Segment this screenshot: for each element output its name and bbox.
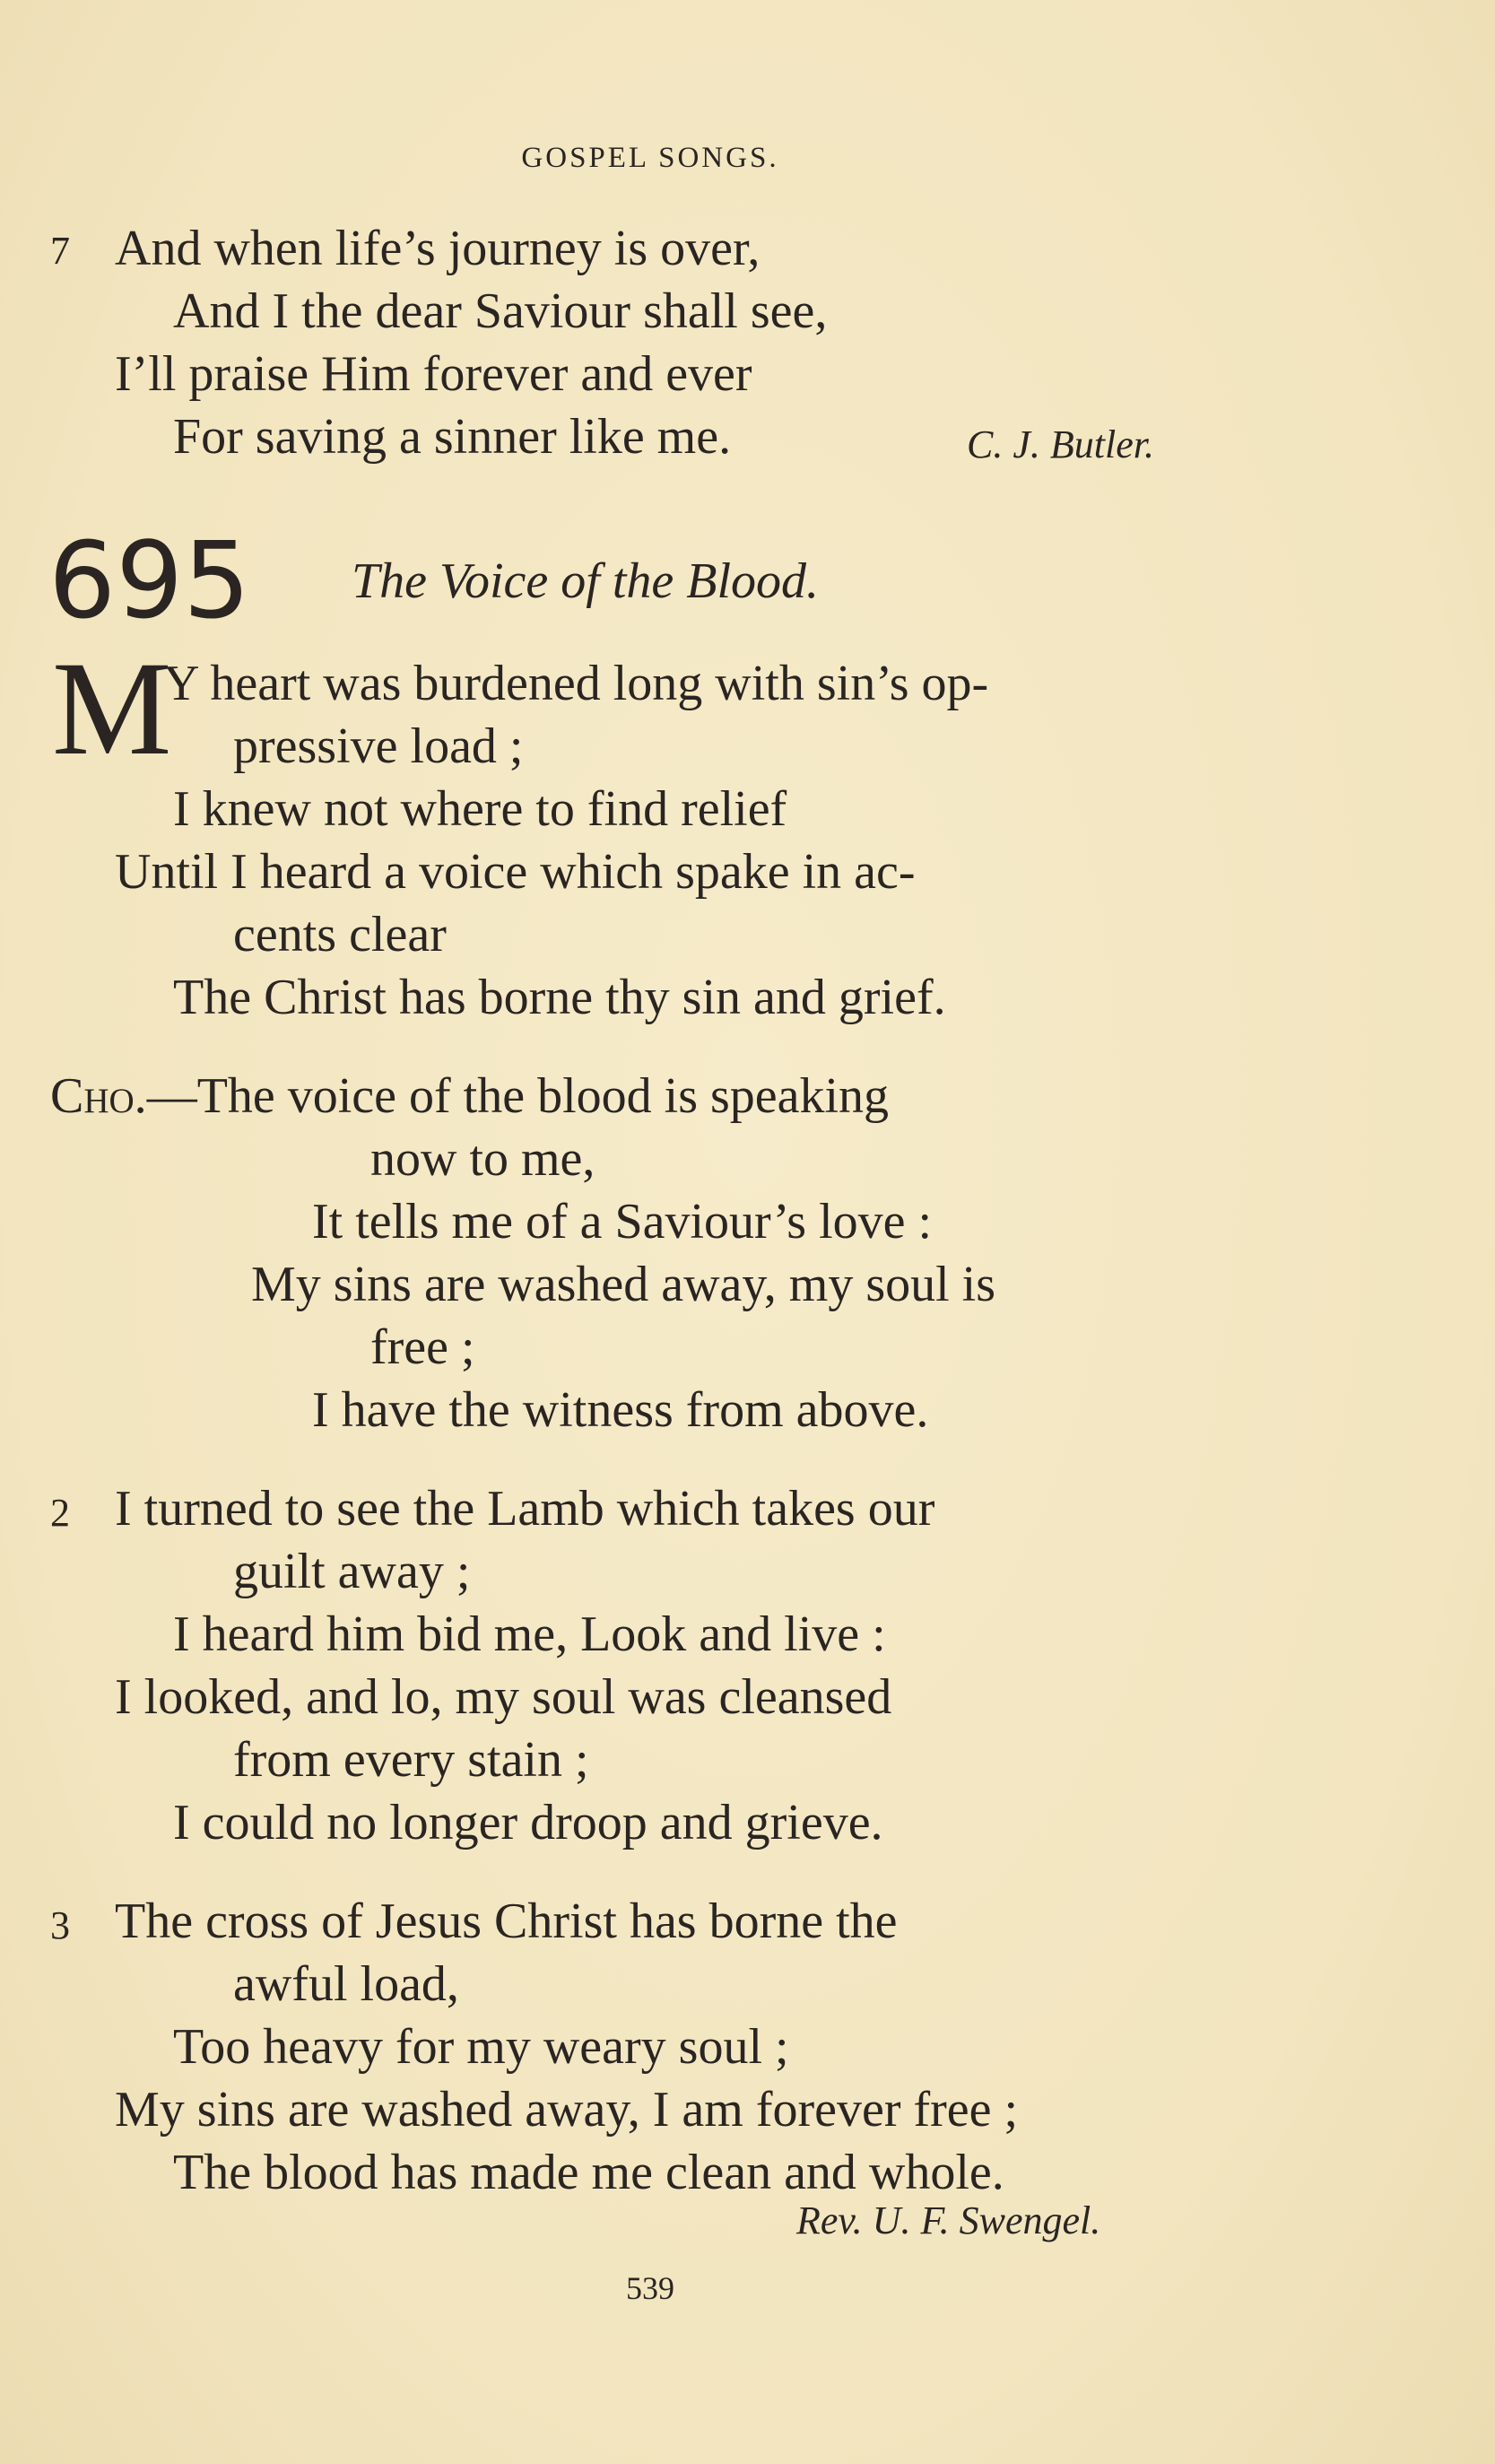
verse-line: And I the dear Saviour shall see, (173, 283, 828, 339)
verse-line: I could no longer droop and grieve. (173, 1795, 883, 1850)
running-head: GOSPEL SONGS. (521, 142, 779, 174)
verse-line: My sins are washed away, I am forever free ; (115, 2082, 1019, 2137)
verse-line: Too heavy for my weary soul ; (173, 2019, 789, 2075)
verse-line: I turned to see the Lamb which takes our (115, 1481, 935, 1537)
drop-cap: M (52, 634, 172, 783)
verse-line: I heard him bid me, Look and live : (173, 1606, 886, 1662)
hymn-title: The Voice of the Blood. (352, 553, 820, 609)
verse-line: Until I heard a voice which spake in ac- (115, 844, 916, 900)
verse-line: The Christ has borne thy sin and grief. (173, 970, 946, 1025)
verse-line: guilt away ; (233, 1544, 471, 1599)
verse-line: I looked, and lo, my soul was cleansed (115, 1669, 892, 1725)
verse-line: I have the witness from above. (312, 1382, 929, 1438)
verse-line: And when life’s journey is over, (115, 221, 761, 276)
author-attribution: Rev. U. F. Swengel. (796, 2198, 1101, 2242)
verse-number: 2 (50, 1491, 70, 1535)
verse-line: awful load, (233, 1956, 459, 2012)
author-attribution: C. J. Butler. (967, 422, 1154, 466)
verse-line: The blood has made me clean and whole. (173, 2145, 1004, 2200)
verse-line: For saving a sinner like me. (173, 409, 732, 465)
verse-line: I knew not where to find relief (173, 781, 787, 837)
verse-line: The cross of Jesus Christ has borne the (115, 1894, 898, 1949)
verse-line: pressive load ; (233, 718, 524, 774)
verse-number: 7 (50, 229, 70, 273)
verse-line: free ; (370, 1319, 475, 1375)
chorus-label: Cho. (50, 1068, 147, 1124)
page-number: 539 (626, 2270, 674, 2306)
hymn-number: 695 (48, 518, 251, 642)
verse-line: now to me, (370, 1131, 595, 1187)
verse-line: Y heart was burdened long with sin’s op- (163, 656, 989, 711)
verse-line: from every stain ; (233, 1732, 589, 1788)
verse-line: —The voice of the blood is speaking (146, 1068, 890, 1124)
verse-number: 3 (50, 1903, 70, 1947)
chorus-first-line (50, 1065, 889, 1128)
verse-line: cents clear (233, 907, 447, 962)
verse-line: I’ll praise Him forever and ever (115, 346, 752, 402)
verse-line: It tells me of a Saviour’s love : (312, 1194, 933, 1249)
verse-line: My sins are washed away, my soul is (251, 1257, 996, 1312)
